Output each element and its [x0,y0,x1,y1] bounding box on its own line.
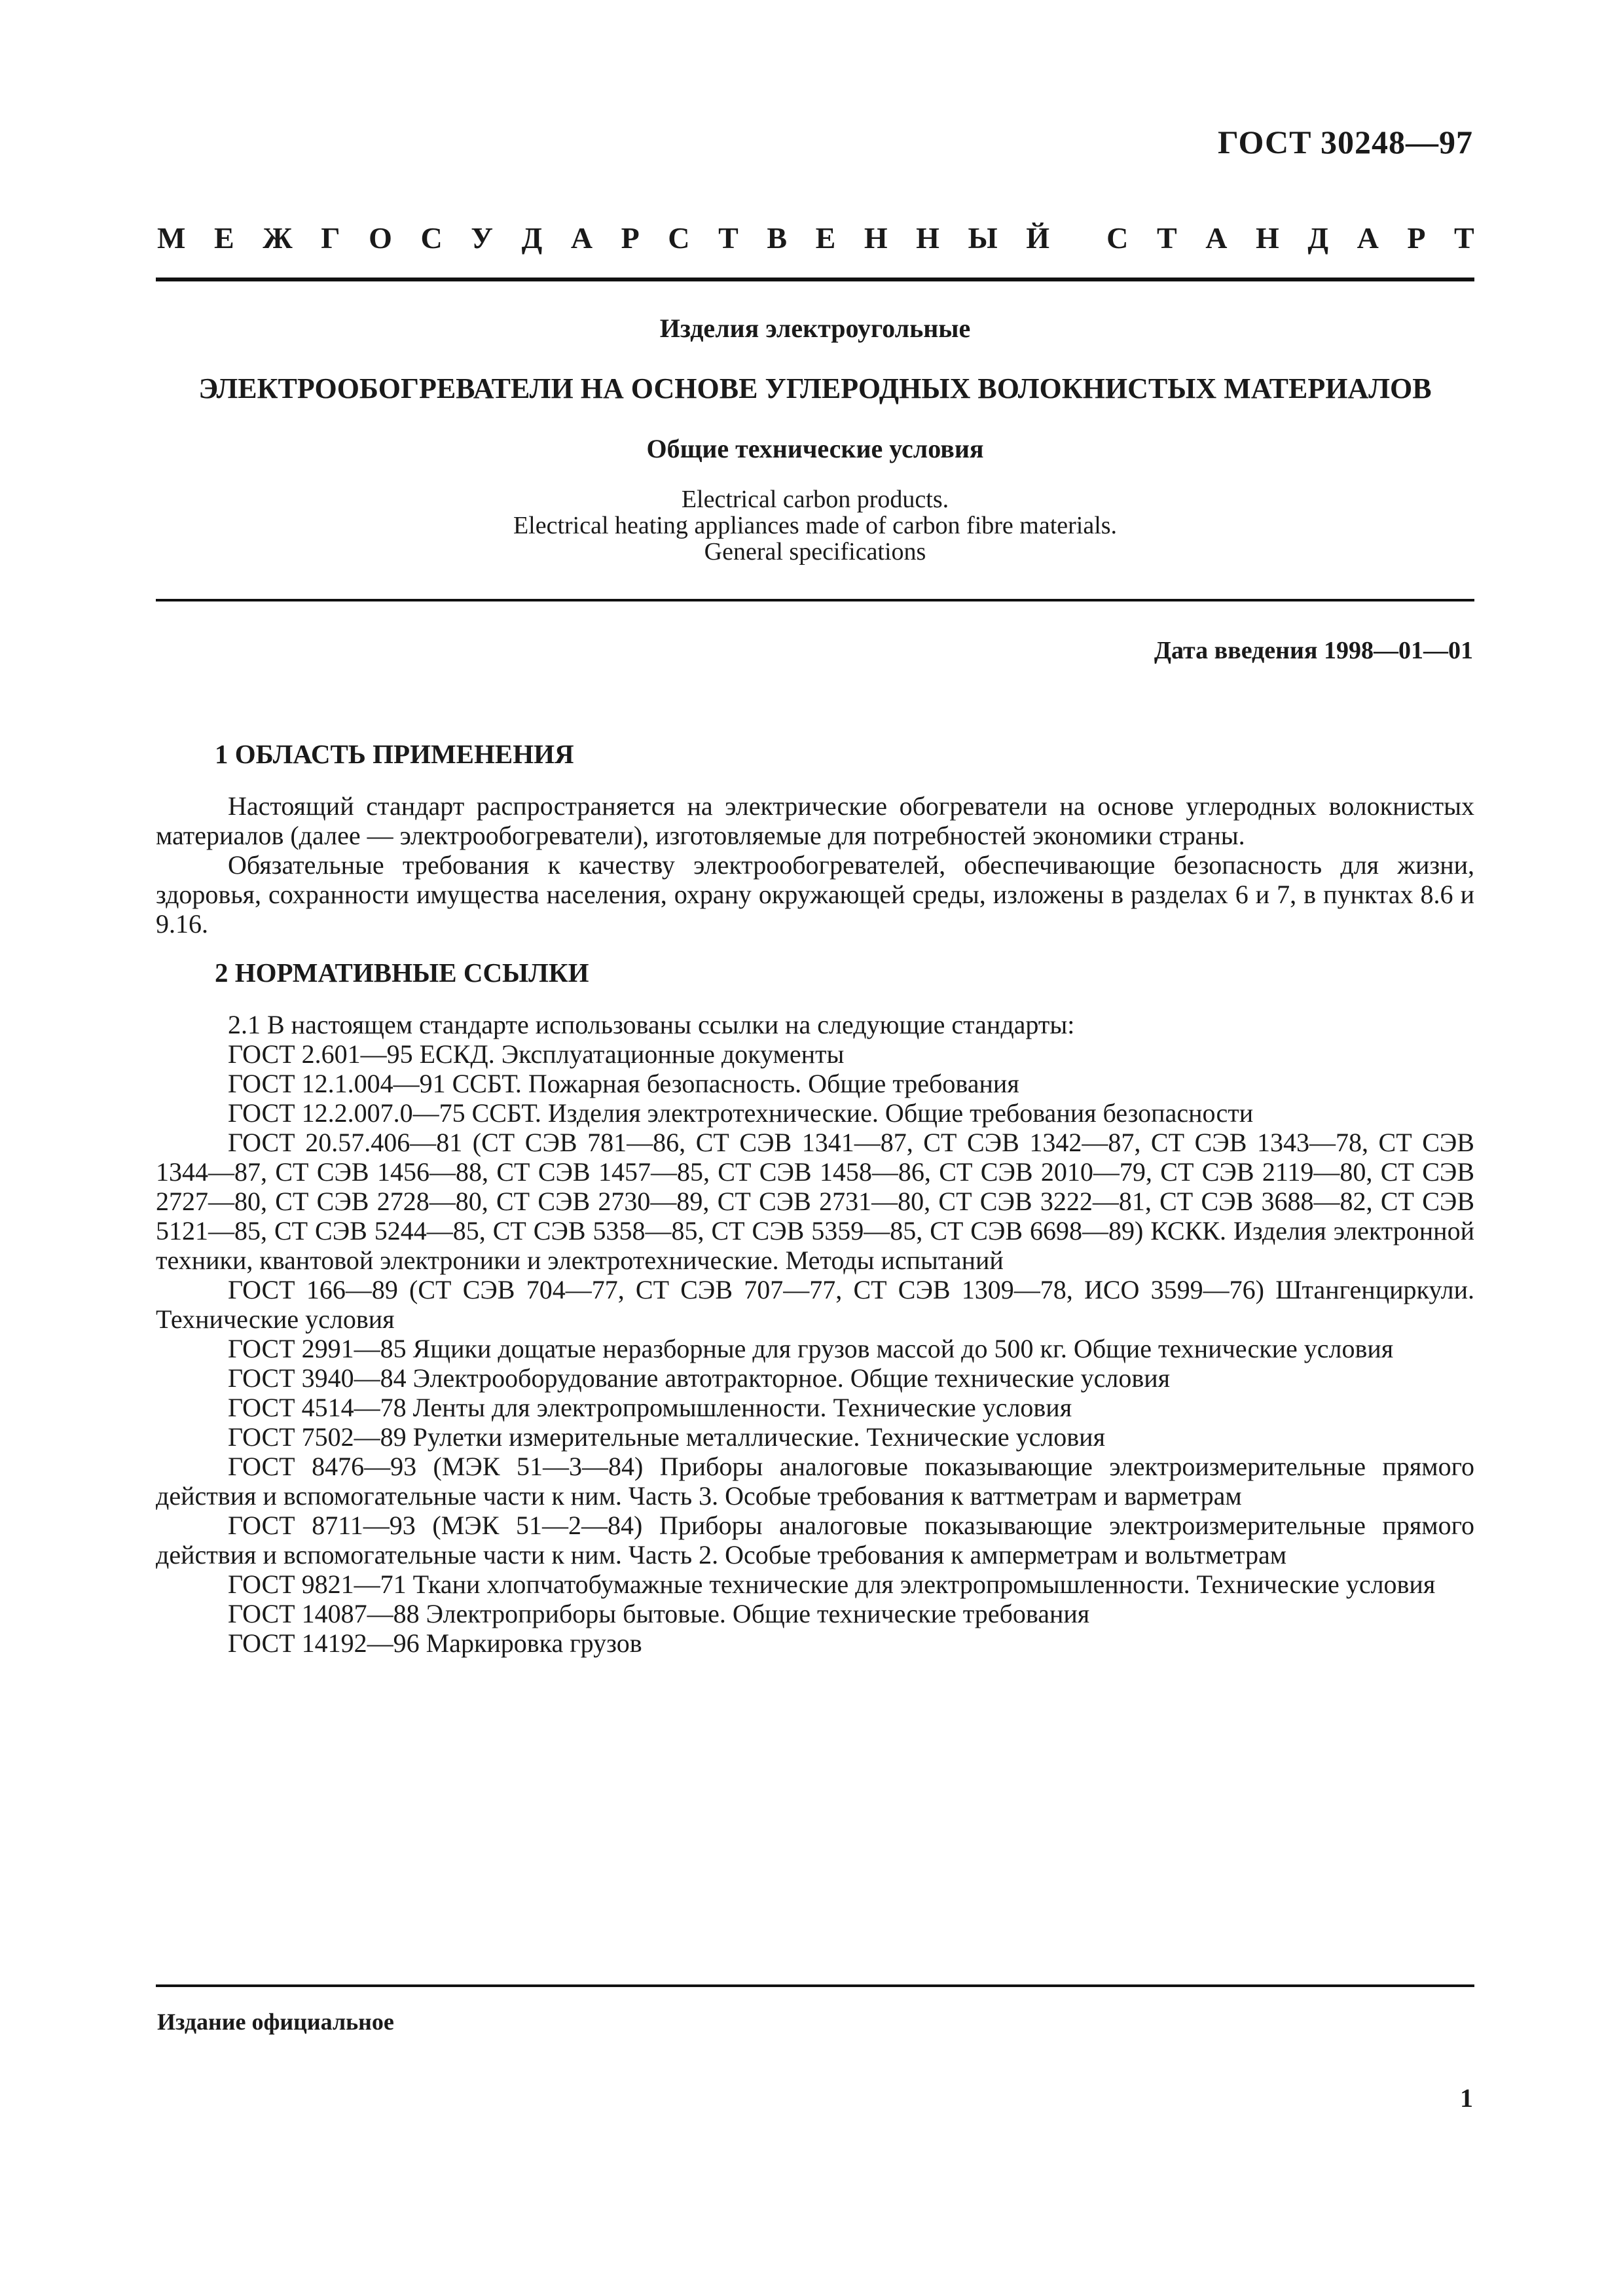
heading-letter: Е [213,221,234,255]
heading-letter: А [1205,221,1228,255]
heading-letter: А [570,221,593,255]
heading-letter: С [420,221,443,255]
document-body [156,740,1474,1658]
heading-letter: Ы [968,221,998,255]
heading-letter: Р [1407,221,1426,255]
heading-letter: М [157,221,186,255]
gost-number: ГОСТ 30248—97 [1217,124,1473,160]
reference-item: ГОСТ 2991—85 Ящики дощатые неразборные для грузов массой до 500 кг. Общие технические условия [228,1334,1394,1363]
heading-letter: Г [321,221,340,255]
edition-label: Издание официальное [157,2009,394,2035]
reference-item: ГОСТ 7502—89 Рулетки измерительные металлические. Технические условия [228,1422,1105,1452]
heading-letter: Р [621,221,640,255]
heading-letter: Н [1256,221,1279,255]
reference-item: ГОСТ 8711—93 (МЭК 51—2—84) Приборы аналоговые показывающие электроизмерительные прямого действия и вспомогательные части к ним. Часть 2. Особые требования к амперметрам и вольтметрам [156,1511,1474,1570]
reference-item: ГОСТ 12.2.007.0—75 ССБТ. Изделия электротехнические. Общие требования безопасности [228,1098,1254,1128]
reference-item: ГОСТ 2.601—95 ЕСКД. Эксплуатационные документы [228,1039,845,1069]
heading-letter: Д [521,221,543,255]
english-title [156,486,1474,565]
heading-letter: Ж [263,221,293,255]
reference-item: ГОСТ 166—89 (СТ СЭВ 704—77, СТ СЭВ 707—77, СТ СЭВ 1309—78, ИСО 3599—76) Штангенциркули. Технические условия [156,1275,1474,1334]
heading-letter: Т [1454,221,1474,255]
standard-type-heading [157,221,1474,255]
heading-letter: Е [815,221,836,255]
heading-letter: Н [864,221,888,255]
section-heading: 2 НОРМАТИВНЫЕ ССЫЛКИ [215,958,589,988]
reference-item: ГОСТ 8476—93 (МЭК 51—3—84) Приборы аналоговые показывающие электроизмерительные прямого действия и вспомогательные части к ним. Часть 3. Особые требования к ваттметрам и варметрам [156,1452,1474,1511]
reference-item: ГОСТ 20.57.406—81 (СТ СЭВ 781—86, СТ СЭВ 1341—87, СТ СЭВ 1342—87, СТ СЭВ 1343—78, СТ СЭВ 1344—87, СТ СЭВ 1456—88, СТ СЭВ 1457—85, СТ СЭВ 1458—86, СТ СЭВ 2010—79, СТ СЭВ 2119—80, СТ СЭВ 2727—80, СТ СЭВ 2728—80, СТ СЭВ 2730—89, СТ СЭВ 2731—80, СТ СЭВ 3222—81, СТ СЭВ 3688—82, СТ СЭВ 5121—85, СТ СЭВ 5244—85, СТ СЭВ 5358—85, СТ СЭВ 5359—85, СТ СЭВ 6698—89) КСКК. Изделия электронной техники, квантовой электроники и электротехнические. Методы испытаний [156,1128,1474,1275]
heading-letter: Й [1026,221,1050,255]
english-title-line: General specifications [704,538,926,565]
paragraph: Настоящий стандарт распространяется на электрические обогреватели на основе углеродных волокнистых материалов (далее — электрообогреватели), изготовляемые для потребностей экономики страны. [156,791,1474,850]
heading-letter: Т [718,221,739,255]
spec-title: Общие технические условия [646,434,984,463]
product-group-title: Изделия электроугольные [659,314,971,343]
paragraph: Обязательные требования к качеству электрообогревателей, обеспечивающие безопасность для жизни, здоровья, сохранности имущества населения, охрану окружающей среды, изложены в разделах 6 и 7, в пунктах 8.6 и 9.16. [156,850,1474,939]
reference-item: ГОСТ 3940—84 Электрооборудование автотракторное. Общие технические условия [228,1363,1171,1393]
paragraph: 2.1 В настоящем стандарте использованы ссылки на следующие стандарты: [228,1010,1075,1039]
heading-letter: О [369,221,392,255]
english-title-line: Electrical carbon products. [681,486,949,513]
title-divider [156,599,1474,601]
reference-item: ГОСТ 14087—88 Электроприборы бытовые. Общие технические требования [228,1599,1090,1628]
heading-letter: С [668,221,690,255]
heading-letter: А [1357,221,1379,255]
heading-letter: Н [916,221,939,255]
reference-item: ГОСТ 14192—96 Маркировка грузов [228,1628,642,1658]
header-divider [156,278,1474,281]
section-heading: 1 ОБЛАСТЬ ПРИМЕНЕНИЯ [215,739,574,769]
heading-letter: Д [1307,221,1328,255]
introduction-date: Дата введения 1998—01—01 [1154,637,1473,664]
footer-divider [156,1984,1474,1987]
heading-letter: В [767,221,788,255]
reference-item: ГОСТ 12.1.004—91 ССБТ. Пожарная безопасность. Общие требования [228,1069,1019,1098]
heading-letter: С [1106,221,1129,255]
reference-item: ГОСТ 4514—78 Ленты для электропромышленности. Технические условия [228,1393,1072,1422]
page-number: 1 [1460,2083,1473,2113]
english-title-line: Electrical heating appliances made of carbon fibre materials. [513,512,1118,539]
heading-letter: У [471,221,494,255]
main-title: ЭЛЕКТРООБОГРЕВАТЕЛИ НА ОСНОВЕ УГЛЕРОДНЫХ ВОЛОКНИСТЫХ МАТЕРИАЛОВ [198,372,1432,404]
heading-letter: Т [1156,221,1177,255]
reference-item: ГОСТ 9821—71 Ткани хлопчатобумажные технические для электропромышленности. Технические условия [228,1570,1436,1599]
